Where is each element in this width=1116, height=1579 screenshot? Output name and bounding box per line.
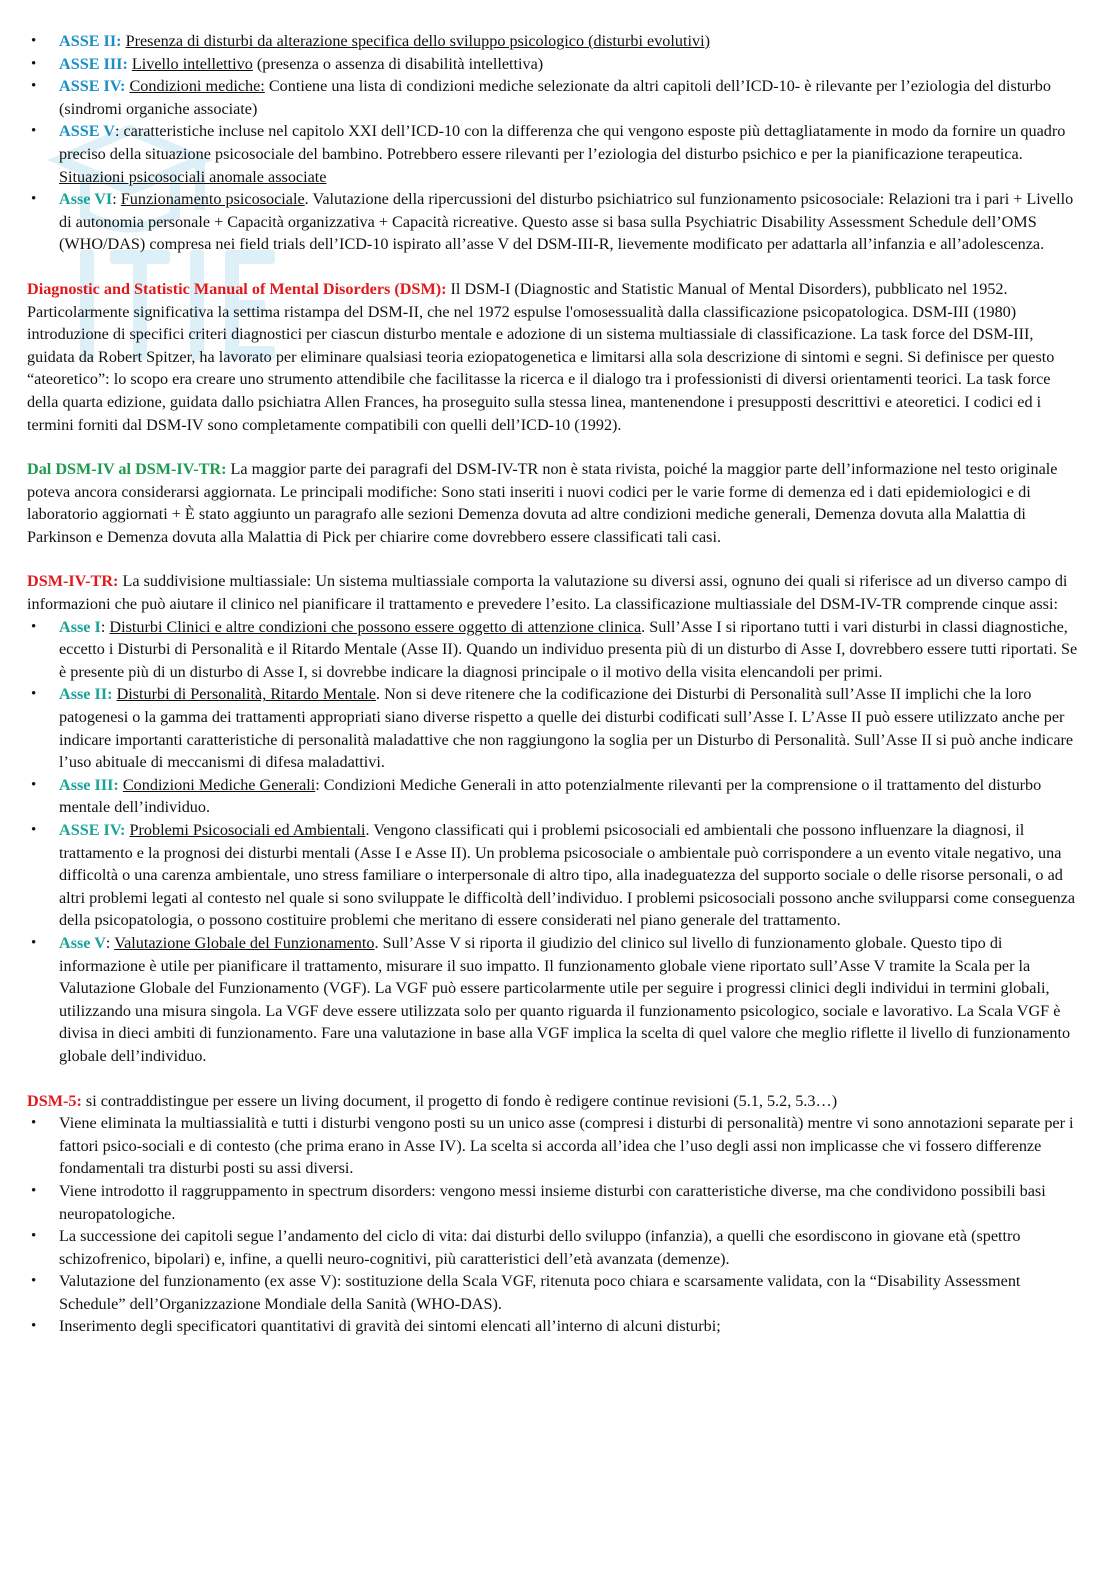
axis-text: Contiene una lista di condizioni mediche selezionate da altri capitoli dell’ICD-10- è rilevante per l’eziologia del disturbo (sindromi organiche associate) [59,77,1051,118]
spacer [27,548,1085,570]
section-heading: Diagnostic and Statistic Manual of Mental Disorders (DSM): [27,279,447,298]
axis-label: Asse III: [59,775,119,794]
list-item [59,774,1085,819]
axis-text: . Vengono classificati qui i problemi psicosociali ed ambientali che possono influenzare la diagnosi, il trattamento e la prognosi dei disturbi mentali (Asse I e Asse II). Un problema psicosociale o ambientale può corrispondere a un evento vitale negativo, una difficoltà o una carenza ambientale, uno stress familiare o interpersonale di altro tipo, alla inadeguatezza del supporto sociale o delle risorse personali, o ad altri problemi legati al contesto nel quale si sono sviluppate le difficoltà dell’individuo. I problemi psicosociali possono anche svilupparsi come conseguenza della psicopatologia, o possono costituire problemi che meritano di essere considerati nel piano generale del trattamento. [59,821,1076,930]
axis-title: Funzionamento psicosociale [120,190,305,209]
section-heading: Dal DSM-IV al DSM-IV-TR: [27,460,227,479]
spacer [27,256,1085,278]
list-item [59,683,1085,773]
axis-label: Asse VI [59,190,113,209]
axis-title: Problemi Psicosociali ed Ambientali [129,821,366,839]
axis-text: . Valutazione della ripercussioni del disturbo psichiatrico sul funzionamento psicosociale: Relazioni tra i pari + Livello di autonomia personale + Capacità organizzativa + Capacità ricreative. Questo asse si basa sulla Psychiatric Disability Assessment Schedule dell’OMS (WHO/DAS) compresa nei field trials dell’ICD-10 ispirato all’asse V del DSM-III-R, lievemente modificato per adattarla all’infanzia e all’adolescenza. [59,190,1074,254]
list-item: • La successione dei capitoli segue l’andamento del ciclo di vita: dai disturbi dello sviluppo (infanzia), a quelli che esordiscono in giovane età (spettro schizofrenico, bipolari) e, infine, a quelli neuro-cognitivi, più caratteristici dell’età avanzata (demenze). [59,1225,1085,1270]
list-item [59,932,1085,1068]
dsm-iv-tr-paragraph [27,570,1085,615]
axis-label: ASSE II: [59,32,122,50]
axis-label: ASSE V [59,122,115,141]
dsm-iv-tr-change-paragraph [27,458,1085,548]
axis-text: . Sull’Asse V si riporta il giudizio del clinico sul livello di funzionamento globale. Questo tipo di informazione è utile per pianificare il trattamento, misurare il suo impatto. Il funzionamento globale viene riportato sull’Asse V tramite la Scala per la Valutazione Globale del Funzionamento (VGF). La VGF può essere particolarmente utile per seguire i progressi clinici degli individui in termini globali, utilizzando una misura singola. La VGF deve essere utilizzata solo per quanto riguarda il funzionamento psicologico, sociale e lavorativo. La Scala VGF è divisa in dieci ambiti di funzionamento. Fare una valutazione in base alla VGF implica la scelta di quel valore che meglio riflette il livello di funzionamento globale dell’individuo. [59,933,1071,1065]
dsm-iv-tr-axes-list [27,616,1085,1068]
section-text: La maggior parte dei paragrafi del DSM-IV-TR non è stata rivista, poiché la maggior parte dell’informazione nel testo originale poteva ancora considerarsi aggiornata. Le principali modifiche: Sono stati inseriti i nuovi codici per le varie forme di demenza ed i dati epidemiologici e di laboratorio aggiornati + È stato aggiunto un paragrafo alle sezioni Demenza dovuta ad altre condizioni mediche generali, Demenza dovuta alla Malattia di Parkinson e Demenza dovuta alla Malattia di Pick per chiarire come dovrebbero essere classificati tali casi. [27,460,1058,546]
list-item [59,53,1085,76]
axis-label: Asse I [59,617,101,636]
axis-sep: : [100,617,110,636]
axis-title: Livello intellettivo [131,54,253,73]
axis-title: Condizioni mediche: [129,77,265,96]
axis-text: : Condizioni Mediche Generali in atto potenzialmente rilevanti per la comprensione o il trattamento del disturbo mentale dell’individuo. [59,775,1042,817]
list-item: • Viene eliminata la multiassialità e tutti i disturbi vengono posti su un unico asse (compresi i disturbi di personalità) mentre vi sono annotazioni separate per i fattori psico-sociali e di contesto (che prima erano in Asse IV). La scelta si accorda all’idea che l’uso degli assi non implicasse che vi fossero differenze fondamentali tra disturbi posti su assi diversi. [59,1112,1085,1180]
axis-title: Disturbi di Personalità, Ritardo Mentale [116,685,376,704]
axis-title: Presenza di disturbi da alterazione specifica dello sviluppo psicologico (disturbi evolutivi) [125,32,710,50]
spacer [27,436,1085,458]
spacer [27,1068,1085,1090]
axis-text: . Non si deve ritenere che la codificazione dei Disturbi di Personalità sull’Asse II implichi che la loro patogenesi o la gamma dei trattamenti appropriati siano diverse rispetto a quelle dei disturbi codificati sull’Asse I. L’Asse II può essere utilizzato anche per indicare importanti caratteristiche di personalità maladattive che non raggiungono la soglia per un Disturbo di Personalità. Sull’Asse II si può anche indicare l’uso abituale di meccanismi di difesa maladattivi. [59,685,1074,772]
list-item [59,616,1085,684]
document-body [27,30,1085,1338]
dsm-paragraph [27,278,1085,436]
section-heading: DSM-5: [27,1091,82,1110]
list-item [59,120,1085,188]
list-item [59,75,1085,120]
axis-label: ASSE III: [59,54,128,73]
axis-label: ASSE IV: [59,821,126,839]
axis-label: Asse II: [59,685,113,704]
axis-label: ASSE IV: [59,77,126,96]
axis-title: Disturbi Clinici e altre condizioni che possono essere oggetto di attenzione clinica [109,617,642,636]
icd-axes-list [27,30,1085,256]
section-text: Il DSM-I (Diagnostic and Statistic Manual of Mental Disorders), pubblicato nel 1952. Particolarmente significativa la settima ristampa del DSM-II, che nel 1972 espulse l'omosessualità dalla classificazione psicopatologica. DSM-III (1980) introduzione di specifici criteri diagnostici per ciascun disturbo mentale e adozione di un sistema multiassiale di classificazione. La task force del DSM-III, guidata da Robert Spitzer, ha lavorato per eliminare qualsiasi teoria eziopatogenetica e limitarsi alla sola descrizione di sintomi e segni. Si definisce per questo “ateoretico”: lo scopo era creare uno strumento attendibile che facilitasse la ricerca e il dialogo tra i professionisti di diversi orientamenti teorici. La task force della quarta edizione, guidata dallo psichiatra Allen Frances, ha proseguito sulla stessa linea, mantenendone i presupposti descrittivi e ateoretici. I codici ed i termini forniti dal DSM-IV sono completamente compatibili con quelli dell’ICD-10 (1992). [27,279,1055,434]
list-item: • Inserimento degli specificatori quantitativi di gravità dei sintomi elencati all’interno di alcuni disturbi; [59,1315,1085,1338]
axis-label: Asse V [59,933,106,952]
list-item [59,30,1085,53]
axis-title: Situazioni psicosociali anomale associate [59,167,327,186]
axis-title: Valutazione Globale del Funzionamento [114,933,375,952]
list-item: • Viene introdotto il raggruppamento in spectrum disorders: vengono messi insieme disturbi con caratteristiche diverse, ma che condividono possibili basi neuropatologiche. [59,1180,1085,1225]
section-heading: DSM-IV-TR: [27,572,119,591]
axis-title: Condizioni Mediche Generali [122,775,316,794]
axis-text: (presenza o assenza di disabilità intellettiva) [252,54,544,73]
section-text: La suddivisione multiassiale: Un sistema multiassiale comporta la valutazione su diversi assi, ognuno dei quali si riferisce ad un diverso campo di informazioni che può aiutare il clinico nel pianificare il trattamento e prevedere l’esito. La classificazione multiassiale del DSM-IV-TR comprende cinque assi: [27,572,1068,614]
dsm5-paragraph [27,1090,1085,1113]
axis-text: : caratteristiche incluse nel capitolo XXI dell’ICD-10 con la differenza che qui vengono esposte più dettagliatamente in modo da fornire un quadro preciso della situazione psicosociale del bambino. Potrebbero essere rilevanti per l’eziologia del disturbo psichico e per la pianificazione terapeutica. [59,122,1066,163]
axis-text: . Sull’Asse I si riportano tutti i vari disturbi in classi diagnostiche, eccetto i Disturbi di Personalità e il Ritardo Mentale (Asse II). Quando un individuo presenta più di un disturbo di Asse I, dovrebbero essere tutti riportati. Se è presente più di un disturbo di Asse I, si dovrebbe indicare la diagnosi principale o il motivo della visita elencandoli per primi. [59,617,1078,681]
section-text: si contraddistingue per essere un living document, il progetto di fondo è redigere continue revisioni (5.1, 5.2, 5.3…) [81,1091,838,1110]
dsm5-list [27,1112,1085,1338]
list-item [59,819,1085,932]
axis-sep: : [105,933,115,952]
list-item [59,188,1085,256]
axis-sep: : [112,190,121,209]
list-item: • Valutazione del funzionamento (ex asse V): sostituzione della Scala VGF, ritenuta poco chiara e scarsamente validata, con la “Disability Assessment Schedule” dell’Organizzazione Mondiale della Sanità (WHO-DAS). [59,1270,1085,1315]
